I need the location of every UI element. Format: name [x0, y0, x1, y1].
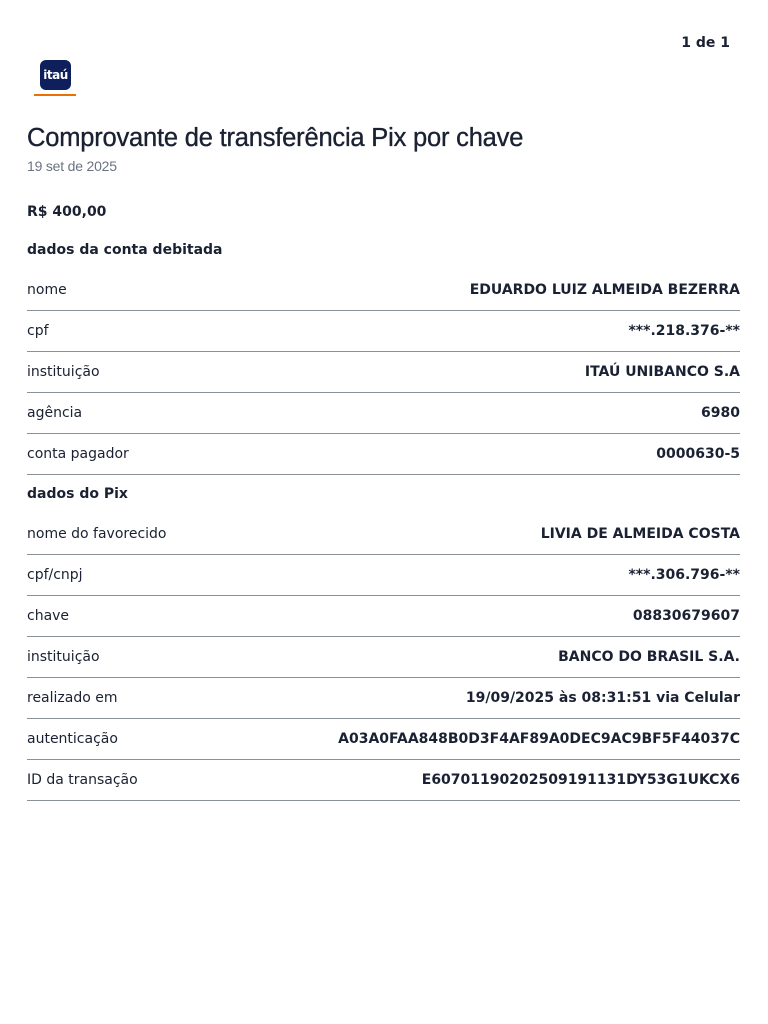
row-label: chave: [27, 608, 70, 624]
detail-row-instituicao-favorecido: [27, 637, 740, 678]
row-label: cpf/cnpj: [27, 567, 83, 583]
row-value: 19/09/2025 às 08:31:51 via Celular: [465, 690, 740, 706]
row-value: ***.306.796-**: [628, 567, 740, 583]
row-value: 6980: [701, 405, 740, 421]
row-label: nome do favorecido: [27, 526, 167, 542]
debited-account-section: [27, 231, 740, 475]
row-label: ID da transação: [27, 772, 138, 788]
section-heading: dados do Pix: [27, 486, 128, 502]
detail-row-autenticacao: [27, 719, 740, 760]
row-value: ***.218.376-**: [628, 323, 740, 339]
row-value: E60701190202509191131DY53G1UKCX6: [421, 772, 740, 788]
row-value: 08830679607: [632, 608, 740, 624]
detail-row-conta-pagador: [27, 434, 740, 475]
detail-row-id-transacao: [27, 760, 740, 801]
row-label: realizado em: [27, 690, 118, 706]
transfer-date: 19 set de 2025: [27, 158, 117, 174]
section-heading: dados da conta debitada: [27, 242, 223, 258]
row-label: nome: [27, 282, 67, 298]
row-value: ITAÚ UNIBANCO S.A: [584, 364, 740, 380]
detail-row-chave: [27, 596, 740, 637]
row-label: agência: [27, 405, 83, 421]
detail-row-cpf-cnpj: [27, 555, 740, 596]
page-title: Comprovante de transferência Pix por chave: [27, 124, 524, 152]
row-value: 0000630-5: [656, 446, 740, 462]
detail-row-cpf: [27, 311, 740, 352]
logo-underline: [34, 94, 76, 96]
row-value: A03A0FAA848B0D3F4AF89A0DEC9AC9BF5F44037C: [338, 731, 740, 747]
detail-row-nome-favorecido: [27, 514, 740, 555]
row-label: instituição: [27, 364, 100, 380]
transfer-amount: R$ 400,00: [27, 204, 107, 220]
logo-text: itaú: [43, 68, 68, 82]
row-label: conta pagador: [27, 446, 129, 462]
detail-row-nome: [27, 270, 740, 311]
row-value: LIVIA DE ALMEIDA COSTA: [540, 526, 740, 542]
page-counter: 1 de 1: [681, 35, 730, 51]
row-label: autenticação: [27, 731, 118, 747]
detail-row-realizado-em: [27, 678, 740, 719]
row-label: instituição: [27, 649, 100, 665]
logo-box: [40, 60, 71, 90]
row-label: cpf: [27, 323, 49, 339]
row-value: EDUARDO LUIZ ALMEIDA BEZERRA: [469, 282, 740, 298]
itau-logo: [34, 60, 76, 97]
row-value: BANCO DO BRASIL S.A.: [558, 649, 740, 665]
detail-row-agencia: [27, 393, 740, 434]
pix-data-section: [27, 475, 740, 801]
detail-row-instituicao: [27, 352, 740, 393]
receipt-details: [27, 231, 740, 801]
